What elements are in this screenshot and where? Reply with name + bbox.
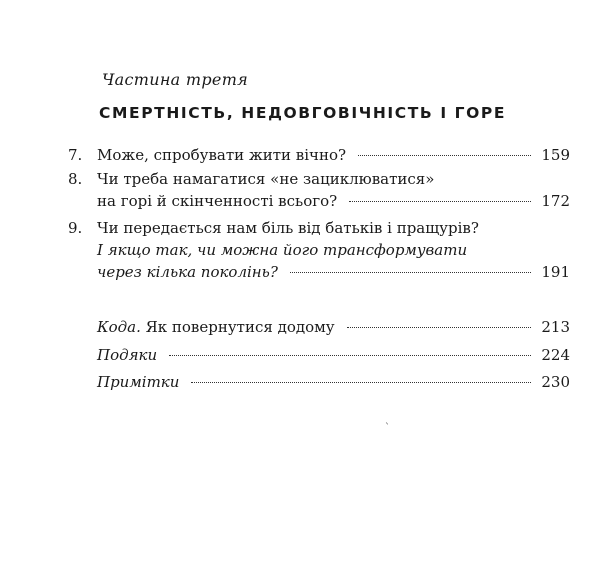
- page-number: 191: [541, 263, 570, 281]
- stray-mark: `: [385, 423, 390, 434]
- chapter-title-line3: через кілька поколінь?: [97, 263, 278, 281]
- page-number: 172: [541, 192, 570, 210]
- part-title: СМЕРТНІСТЬ, НЕДОВГОВІЧНІСТЬ І ГОРЕ: [99, 104, 507, 122]
- acknowledgements-title: Подяки: [97, 346, 158, 364]
- chapter-title: Може, спробувати жити вічно?: [97, 146, 347, 164]
- leader-dots: [358, 155, 531, 156]
- leader-dots: [349, 201, 531, 202]
- page-number: 224: [541, 346, 570, 364]
- leader-dots: [169, 355, 531, 356]
- chapter-number: 7.: [68, 146, 83, 164]
- chapter-title-line2: І якщо так, чи можна його трансформувати: [97, 241, 468, 259]
- leader-dots: [347, 327, 532, 328]
- leader-dots: [290, 272, 531, 273]
- part-label: Частина третя: [102, 70, 249, 89]
- page-number: 230: [541, 373, 570, 391]
- chapter-number: 9.: [68, 219, 83, 237]
- notes-title: Примітки: [97, 373, 180, 391]
- coda-label: Кода.: [97, 318, 141, 336]
- chapter-title: Чи передається нам біль від батьків і пращурів?: [97, 219, 479, 237]
- leader-dots: [191, 382, 531, 383]
- chapter-number: 8.: [68, 170, 83, 188]
- page-number: 159: [541, 146, 570, 164]
- chapter-title: Чи треба намагатися «не зациклюватися»: [97, 170, 435, 188]
- coda-title: Як повернутися додому: [145, 318, 335, 336]
- chapter-title-line2: на горі й скінченності всього?: [97, 192, 338, 210]
- page-number: 213: [541, 318, 570, 336]
